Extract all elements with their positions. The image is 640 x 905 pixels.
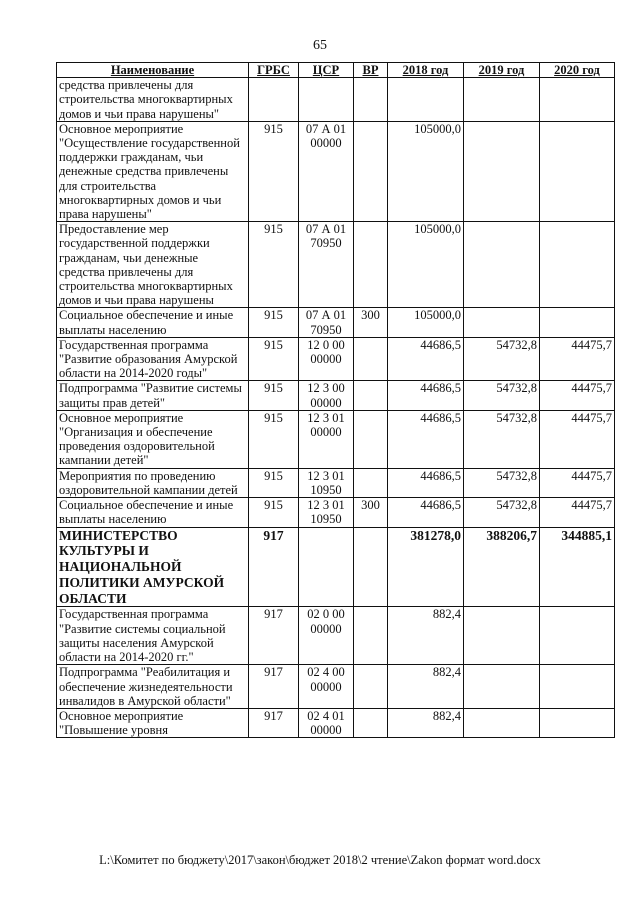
cell-vr — [354, 121, 388, 221]
header-2018: 2018 год — [388, 63, 464, 78]
header-2019: 2019 год — [464, 63, 540, 78]
file-path-footer: L:\Комитет по бюджету\2017\закон\бюджет 2018\2 чтение\Zakon формат word.docx — [99, 853, 541, 867]
cell-grbs: 915 — [249, 381, 299, 410]
cell-2019 — [464, 78, 540, 122]
cell-2018: 44686,5 — [388, 381, 464, 410]
table-row — [57, 527, 615, 607]
cell-vr: 300 — [354, 498, 388, 527]
cell-grbs: 915 — [249, 468, 299, 497]
cell-csr: 12 3 01 10950 — [299, 468, 354, 497]
cell-vr — [354, 381, 388, 410]
cell-grbs: 917 — [249, 708, 299, 737]
cell-name: Основное мероприятие "Повышение уровня — [57, 708, 249, 737]
header-name: Наименование — [57, 63, 249, 78]
cell-2020 — [540, 308, 615, 337]
cell-csr: 12 3 01 00000 — [299, 410, 354, 468]
cell-2018: 44686,5 — [388, 498, 464, 527]
cell-grbs: 917 — [249, 607, 299, 665]
cell-2020 — [540, 121, 615, 221]
cell-grbs: 915 — [249, 308, 299, 337]
cell-2020: 44475,7 — [540, 498, 615, 527]
cell-2018: 105000,0 — [388, 121, 464, 221]
cell-2019: 54732,8 — [464, 381, 540, 410]
cell-name: Основное мероприятие "Осуществление государственной поддержки гражданам, чьи денежные средства привлечены для строительства многоквартирных домов и чьи права нарушены" — [57, 121, 249, 221]
header-grbs: ГРБС — [249, 63, 299, 78]
table-row — [57, 607, 615, 665]
header-vr: ВР — [354, 63, 388, 78]
cell-grbs: 915 — [249, 498, 299, 527]
cell-2018: 882,4 — [388, 708, 464, 737]
cell-grbs — [249, 78, 299, 122]
cell-vr — [354, 527, 388, 607]
cell-csr — [299, 78, 354, 122]
cell-2018 — [388, 78, 464, 122]
cell-2018: 44686,5 — [388, 468, 464, 497]
cell-csr: 02 0 00 00000 — [299, 607, 354, 665]
cell-2019 — [464, 308, 540, 337]
table-row — [57, 468, 615, 497]
cell-csr — [299, 527, 354, 607]
budget-table — [56, 62, 615, 738]
cell-2019 — [464, 222, 540, 308]
cell-2020: 44475,7 — [540, 468, 615, 497]
table-header-row — [57, 63, 615, 78]
cell-grbs: 915 — [249, 410, 299, 468]
cell-csr: 12 3 00 00000 — [299, 381, 354, 410]
cell-name: Основное мероприятие "Организация и обеспечение проведения оздоровительной кампании детей" — [57, 410, 249, 468]
cell-name: Государственная программа "Развитие образования Амурской области на 2014-2020 годы" — [57, 337, 249, 381]
cell-2019: 388206,7 — [464, 527, 540, 607]
table-row — [57, 410, 615, 468]
cell-grbs: 917 — [249, 665, 299, 709]
cell-vr — [354, 708, 388, 737]
cell-2020: 44475,7 — [540, 410, 615, 468]
cell-vr — [354, 410, 388, 468]
cell-2019 — [464, 708, 540, 737]
cell-csr: 07 А 01 70950 — [299, 222, 354, 308]
cell-vr: 300 — [354, 308, 388, 337]
table-row — [57, 308, 615, 337]
cell-csr: 12 3 01 10950 — [299, 498, 354, 527]
cell-name: Социальное обеспечение и иные выплаты населению — [57, 308, 249, 337]
cell-name: МИНИСТЕРСТВО КУЛЬТУРЫ И НАЦИОНАЛЬНОЙ ПОЛИТИКИ АМУРСКОЙ ОБЛАСТИ — [57, 527, 249, 607]
cell-2018: 882,4 — [388, 665, 464, 709]
cell-2020: 44475,7 — [540, 381, 615, 410]
cell-2020 — [540, 607, 615, 665]
cell-vr — [354, 607, 388, 665]
table-row — [57, 78, 615, 122]
cell-2020 — [540, 708, 615, 737]
cell-2018: 105000,0 — [388, 308, 464, 337]
table-row — [57, 121, 615, 221]
cell-2019: 54732,8 — [464, 468, 540, 497]
cell-csr: 02 4 00 00000 — [299, 665, 354, 709]
header-2020: 2020 год — [540, 63, 615, 78]
cell-2020: 44475,7 — [540, 337, 615, 381]
cell-2020 — [540, 665, 615, 709]
cell-vr — [354, 468, 388, 497]
cell-2019: 54732,8 — [464, 410, 540, 468]
page-number: 65 — [313, 38, 327, 53]
cell-csr: 12 0 00 00000 — [299, 337, 354, 381]
cell-2018: 882,4 — [388, 607, 464, 665]
cell-csr: 07 А 01 00000 — [299, 121, 354, 221]
cell-name: Подпрограмма "Развитие системы защиты прав детей" — [57, 381, 249, 410]
cell-grbs: 915 — [249, 337, 299, 381]
cell-name: Подпрограмма "Реабилитация и обеспечение жизнедеятельности инвалидов в Амурской области" — [57, 665, 249, 709]
cell-2019 — [464, 665, 540, 709]
cell-name: Государственная программа "Развитие системы социальной защиты населения Амурской области на 2014-2020 гг." — [57, 607, 249, 665]
table-row — [57, 381, 615, 410]
cell-vr — [354, 665, 388, 709]
cell-grbs: 915 — [249, 222, 299, 308]
cell-vr — [354, 222, 388, 308]
table-row — [57, 665, 615, 709]
table-row — [57, 498, 615, 527]
cell-2018: 44686,5 — [388, 337, 464, 381]
cell-2020 — [540, 222, 615, 308]
cell-name: Предоставление мер государственной поддержки гражданам, чьи денежные средства привлечены для строительства многоквартирных домов и чьи права нарушены — [57, 222, 249, 308]
cell-csr: 07 А 01 70950 — [299, 308, 354, 337]
cell-name: Мероприятия по проведению оздоровительной кампании детей — [57, 468, 249, 497]
cell-grbs: 917 — [249, 527, 299, 607]
cell-2019 — [464, 607, 540, 665]
cell-csr: 02 4 01 00000 — [299, 708, 354, 737]
header-csr: ЦСР — [299, 63, 354, 78]
table-row — [57, 222, 615, 308]
cell-name: Социальное обеспечение и иные выплаты населению — [57, 498, 249, 527]
cell-2018: 44686,5 — [388, 410, 464, 468]
cell-vr — [354, 337, 388, 381]
cell-grbs: 915 — [249, 121, 299, 221]
cell-name: средства привлечены для строительства многоквартирных домов и чьи права нарушены" — [57, 78, 249, 122]
cell-2019: 54732,8 — [464, 337, 540, 381]
cell-2018: 381278,0 — [388, 527, 464, 607]
cell-2019 — [464, 121, 540, 221]
cell-2018: 105000,0 — [388, 222, 464, 308]
cell-2019: 54732,8 — [464, 498, 540, 527]
cell-vr — [354, 78, 388, 122]
cell-2020: 344885,1 — [540, 527, 615, 607]
cell-2020 — [540, 78, 615, 122]
table-row — [57, 708, 615, 737]
table-row — [57, 337, 615, 381]
